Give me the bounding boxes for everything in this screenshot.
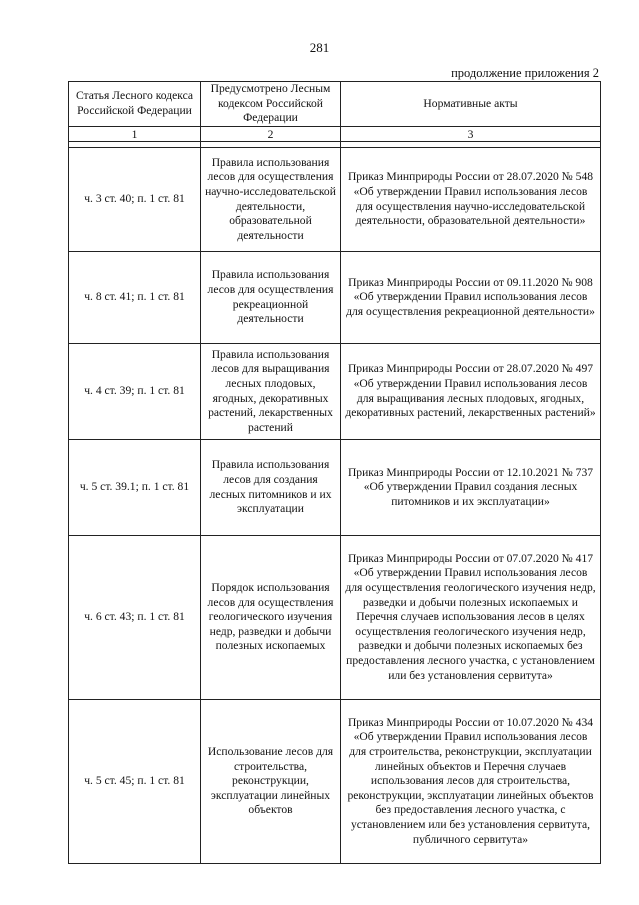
act-cell: Приказ Минприроды России от 07.07.2020 № 417 «Об утверждении Правил использования лесов для осуществления геологического изучения недр, разведки и добычи полезных ископаемых и Перечня случаев использования лесов в целях осуществления геологического изучения недр, разведки и добычи полезных ископаемых без предоставления лесного участка, с установлением или без установления сервитута» <box>341 536 601 700</box>
act-cell: Приказ Минприроды России от 09.11.2020 № 908 «Об утверждении Правил использования лесов для осуществления рекреационной деятельности» <box>341 252 601 344</box>
column-number-row <box>69 127 601 142</box>
table-row <box>69 252 601 344</box>
header-article: Статья Лесного кодекса Российской Федерации <box>69 82 201 127</box>
provision-cell: Правила использования лесов для осуществления научно-исследовательской деятельности, образовательной деятельности <box>201 148 341 252</box>
provision-cell: Правила использования лесов для осуществления рекреационной деятельности <box>201 252 341 344</box>
act-cell: Приказ Минприроды России от 10.07.2020 № 434 «Об утверждении Правил использования лесов для строительства, реконструкции, эксплуатации линейных объектов и Перечня случаев использования лесов для строительства, реконструкции, эксплуатации линейных объектов без предоставления лесного участка, с установлением или без установления сервитута, публичного сервитута» <box>341 700 601 864</box>
provision-cell: Порядок использования лесов для осуществления геологического изучения недр, разведки и добычи полезных ископаемых <box>201 536 341 700</box>
continuation-note: продолжение приложения 2 <box>451 66 599 80</box>
table-row <box>69 344 601 440</box>
column-number: 1 <box>69 127 201 142</box>
table-row <box>69 440 601 536</box>
column-number: 3 <box>341 127 601 142</box>
act-cell: Приказ Минприроды России от 28.07.2020 № 548 «Об утверждении Правил использования лесов для осуществления научно-исследовательской деятельности, образовательной деятельности» <box>341 148 601 252</box>
regulatory-acts-table <box>68 81 601 864</box>
article-cell: ч. 6 ст. 43; п. 1 ст. 81 <box>69 536 201 700</box>
article-cell: ч. 3 ст. 40; п. 1 ст. 81 <box>69 148 201 252</box>
article-cell: ч. 8 ст. 41; п. 1 ст. 81 <box>69 252 201 344</box>
column-number: 2 <box>201 127 341 142</box>
table-row <box>69 536 601 700</box>
header-provision: Предусмотрено Лесным кодексом Российской Федерации <box>201 82 341 127</box>
article-cell: ч. 4 ст. 39; п. 1 ст. 81 <box>69 344 201 440</box>
act-cell: Приказ Минприроды России от 28.07.2020 № 497 «Об утверждении Правил использования лесов для выращивания лесных плодовых, ягодных, декоративных растений, лекарственных растений» <box>341 344 601 440</box>
header-acts: Нормативные акты <box>341 82 601 127</box>
table-header-row <box>69 82 601 127</box>
provision-cell: Правила использования лесов для выращивания лесных плодовых, ягодных, декоративных растений, лекарственных растений <box>201 344 341 440</box>
page-number: 281 <box>309 40 330 55</box>
table-row <box>69 148 601 252</box>
table-row <box>69 700 601 864</box>
article-cell: ч. 5 ст. 45; п. 1 ст. 81 <box>69 700 201 864</box>
provision-cell: Использование лесов для строительства, реконструкции, эксплуатации линейных объектов <box>201 700 341 864</box>
act-cell: Приказ Минприроды России от 12.10.2021 № 737 «Об утверждении Правил создания лесных питомников и их эксплуатации» <box>341 440 601 536</box>
provision-cell: Правила использования лесов для создания лесных питомников и их эксплуатации <box>201 440 341 536</box>
article-cell: ч. 5 ст. 39.1; п. 1 ст. 81 <box>69 440 201 536</box>
